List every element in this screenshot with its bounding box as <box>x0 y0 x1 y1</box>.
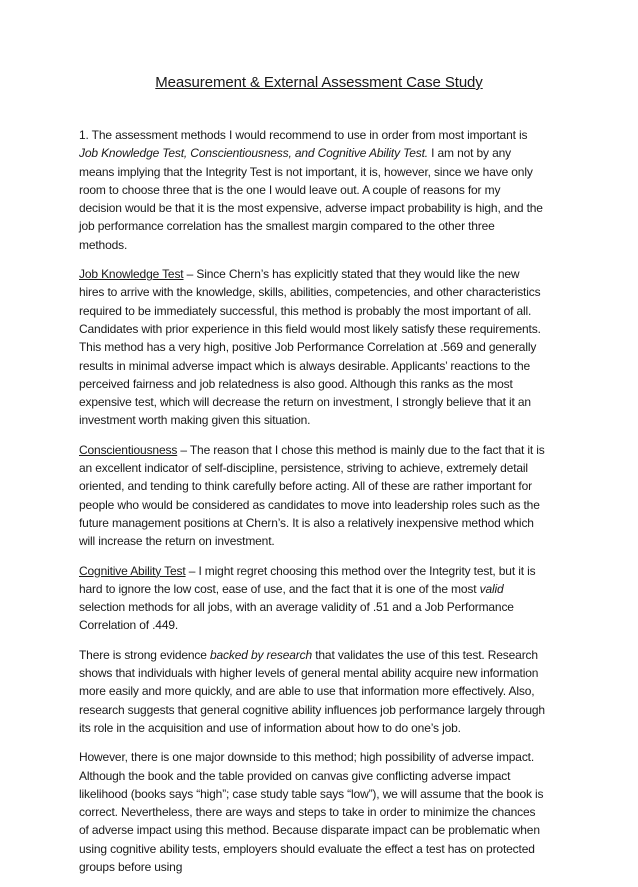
p2-text: – Since Chern’s has explicitly stated that they would like the new hires to arrive with the knowledge, skills, abilities, competencies, and other characteristics required to be immediately successful, this method is probably the most important of all. Candidates with prior experience in this field would most likely satisfy these requirements. This method has a very high, positive Job Performance Correlation at .569 and generally results in minimal adverse impact which is always desirable. Applicants’ reactions to the perceived fairness and job relatedness is also good. Although this ranks as the most expensive test, which will decrease the return on investment, I strongly believe that it an investment worth making given this situation. <box>79 267 541 428</box>
p5-italic: backed by research <box>210 647 313 662</box>
p1-text-c: I am not by any means implying that the Integrity Test is not important, it is, however, since we have only room to choose three that is the one I would leave out. A couple of reasons for my decision would be that it is the most expensive, adverse impact probability is high, and the job performance correlation has the smallest margin compared to the other three methods. <box>79 146 543 252</box>
document-body <box>79 126 546 887</box>
paragraph-conscientiousness <box>79 441 546 551</box>
p4-text-a: – I might regret choosing this method over the Integrity test, but it is hard to ignore the low cost, ease of use, and the fact that it is one of the most <box>79 563 536 596</box>
heading-job-knowledge: Job Knowledge Test <box>79 267 184 282</box>
paragraph-cognitive-ability <box>79 562 546 635</box>
p6-text: However, there is one major downside to this method; high possibility of adverse impact. Although the book and the table provided on canvas give conflicting adverse impact likelihood (books says “high”; case study table says “low”), we will assume that the book is correct. Nevertheless, there are ways and steps to take in order to minimize the chances of adverse impact using this method. Because disparate impact can be problematic when using cognitive ability tests, employers should evaluate the effect a test has on protected groups before using <box>79 750 544 874</box>
p1-italic: Job Knowledge Test, Conscientiousness, and Cognitive Ability Test. <box>79 146 428 161</box>
document-title: Measurement & External Assessment Case Study <box>155 74 483 91</box>
p4-text-c: selection methods for all jobs, with an average validity of .51 and a Job Performance Correlation of .449. <box>79 600 514 633</box>
p5-text-a: There is strong evidence <box>79 647 210 662</box>
p3-text: – The reason that I chose this method is mainly due to the fact that it is an excellent indicator of self-discipline, persistence, striving to achieve, extremely detail oriented, and tending to think carefully before acting. All of these are rather important for people who would be considered as candidates to move into leadership roles such as the future management positions at Chern’s. It is also a relatively inexpensive method which will increase the return on investment. <box>79 442 545 549</box>
paragraph-recommendation <box>79 126 546 254</box>
paragraph-research-evidence <box>79 646 546 737</box>
paragraph-job-knowledge <box>79 265 546 430</box>
p1-text-a: 1. The assessment methods I would recommend to use in order from most important is <box>79 128 528 142</box>
p4-italic: valid <box>479 581 504 596</box>
paragraph-adverse-impact <box>79 748 546 876</box>
p5-text-c: that validates the use of this test. Research shows that individuals with higher levels of general mental ability acquire new information more easily and more quickly, and are able to use that information more effectively. Also, research suggests that general cognitive ability influences job performance largely through its role in the acquisition and use of information about how to do one’s job. <box>79 647 545 735</box>
heading-conscientiousness: Conscientiousness <box>79 442 178 457</box>
heading-cognitive-ability: Cognitive Ability Test <box>79 563 186 578</box>
